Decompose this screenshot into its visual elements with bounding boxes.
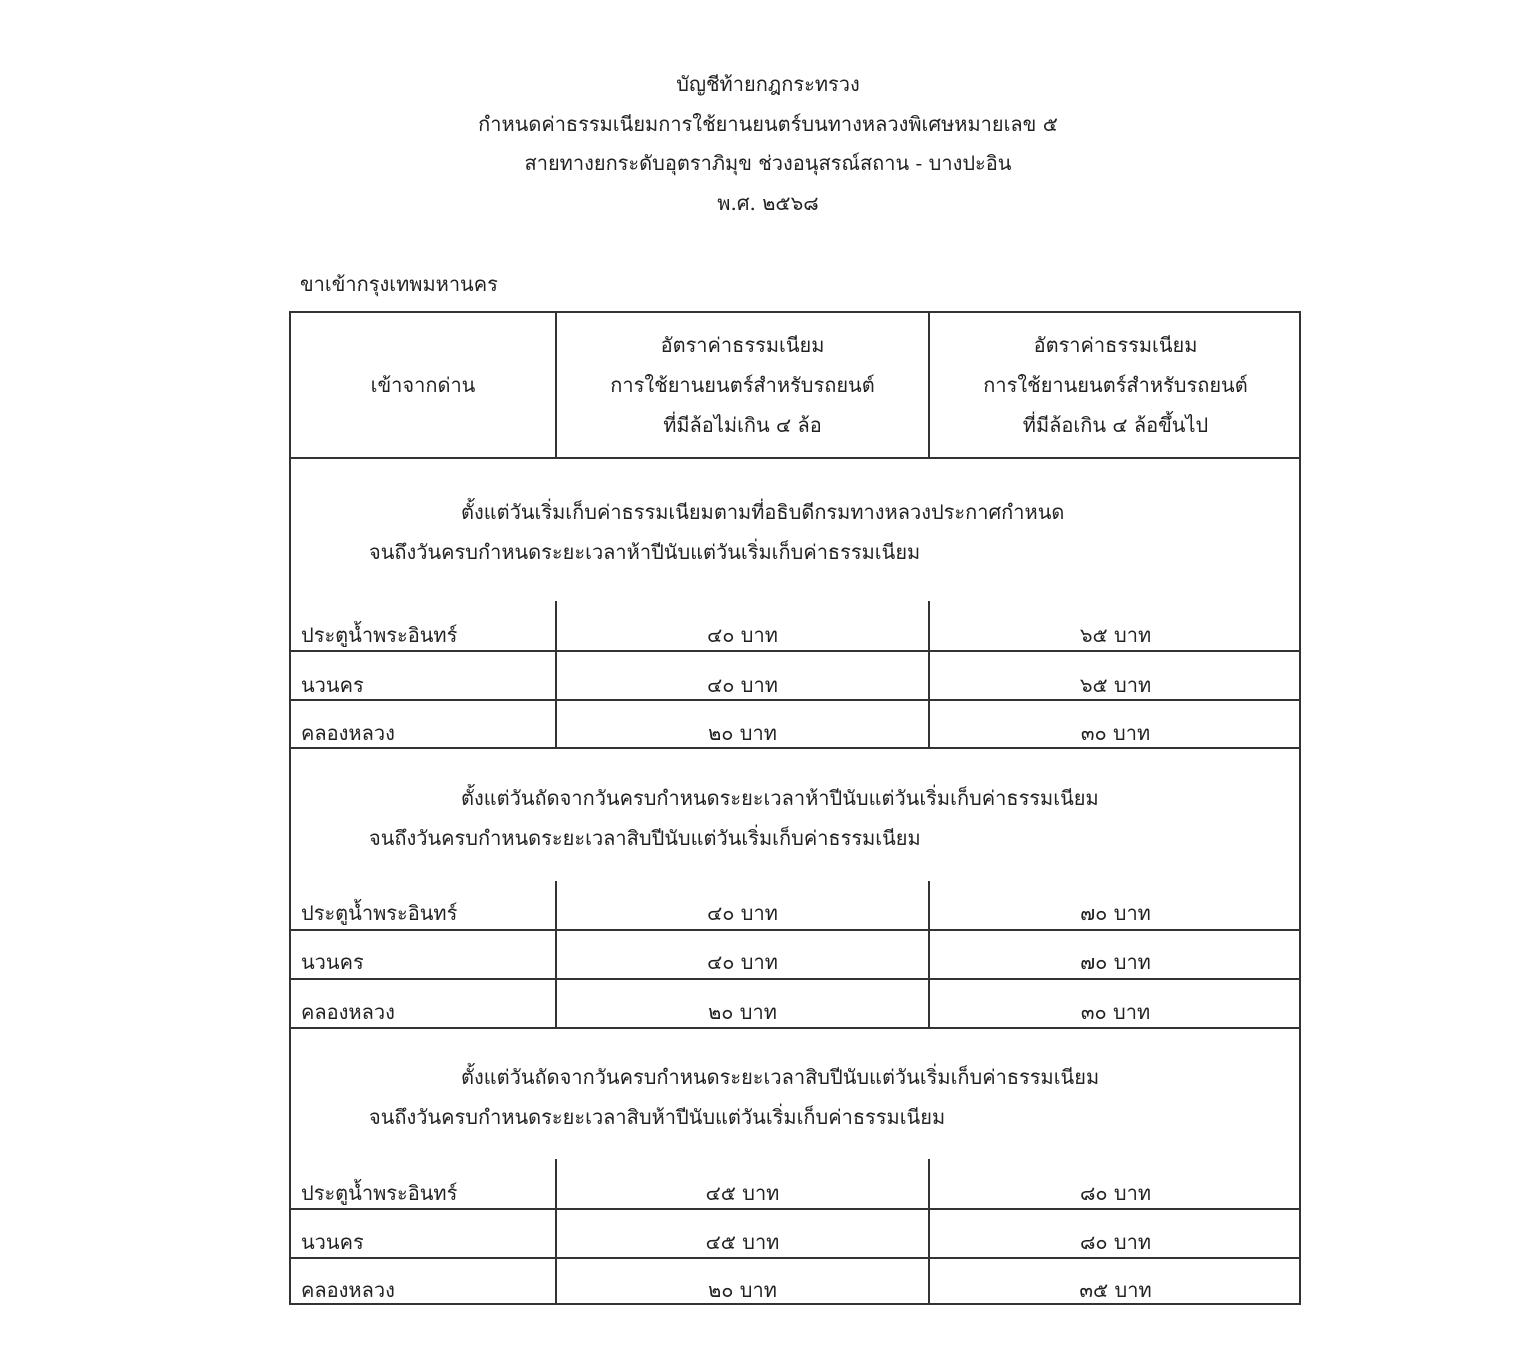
header-large-line3: ที่มีล้อเกิน ๔ ล้อขึ้นไป <box>1022 413 1209 437</box>
period-2-line2: จนถึงวันครบกำหนดระยะเวลาสิบปีนับแต่วันเริ่มเก็บค่าธรรมเนียม <box>369 826 921 850</box>
document-year: พ.ศ. ๒๕๖๘ <box>717 191 819 215</box>
period-2-row-3-station: คลองหลวง <box>301 1000 395 1024</box>
period-1-line2: จนถึงวันครบกำหนดระยะเวลาห้าปีนับแต่วันเริ่มเก็บค่าธรรมเนียม <box>369 540 921 564</box>
period-3-line2: จนถึงวันครบกำหนดระยะเวลาสิบห้าปีนับแต่วันเริ่มเก็บค่าธรรมเนียม <box>369 1105 946 1129</box>
header-small-line1: อัตราค่าธรรมเนียม <box>660 333 825 357</box>
period-3-row-3-small: ๒๐ บาท <box>708 1278 777 1302</box>
header-large-vehicle-column <box>930 313 1301 457</box>
period-2-row-2-station: นวนคร <box>301 950 364 974</box>
route-description: สายทางยกระดับอุตราภิมุข ช่วงอนุสรณ์สถาน - บางปะอิน <box>524 151 1012 175</box>
period-3-row-1-small: ๔๕ บาท <box>705 1181 780 1205</box>
period-1-row-3-large: ๓๐ บาท <box>1080 721 1151 745</box>
period-2-row-1-small: ๔๐ บาท <box>707 901 778 925</box>
period-1-row-1-large: ๖๕ บาท <box>1079 623 1152 647</box>
header-small-line3: ที่มีล้อไม่เกิน ๔ ล้อ <box>663 413 822 437</box>
period-2-description <box>291 778 1299 858</box>
period-3-row-3-station: คลองหลวง <box>301 1278 395 1302</box>
period-3-row-1-large: ๘๐ บาท <box>1079 1181 1152 1205</box>
header-station-label: เข้าจากด่าน <box>370 373 476 397</box>
period-3-row-1-station: ประตูน้ำพระอินทร์ <box>301 1181 458 1205</box>
period-2-row-1-large: ๗๐ บาท <box>1080 901 1151 925</box>
header-large-line2: การใช้ยานยนตร์สำหรับรถยนต์ <box>983 373 1248 397</box>
header-small-vehicle-column <box>557 313 928 457</box>
period-3-row-2-small: ๔๕ บาท <box>705 1230 780 1254</box>
period-2-line1: ตั้งแต่วันถัดจากวันครบกำหนดระยะเวลาห้าปีนับแต่วันเริ่มเก็บค่าธรรมเนียม <box>461 786 1099 810</box>
period-2-row-2-large: ๗๐ บาท <box>1080 950 1151 974</box>
period-3-row-3-large: ๓๕ บาท <box>1079 1278 1152 1302</box>
period-1-line1: ตั้งแต่วันเริ่มเก็บค่าธรรมเนียมตามที่อธิบดีกรมทางหลวงประกาศกำหนด <box>461 500 1065 524</box>
period-3-row-2-station: นวนคร <box>301 1230 364 1254</box>
direction-label: ขาเข้ากรุงเทพมหานคร <box>300 272 498 296</box>
period-3-line1: ตั้งแต่วันถัดจากวันครบกำหนดระยะเวลาสิบปีนับแต่วันเริ่มเก็บค่าธรรมเนียม <box>461 1065 1100 1089</box>
period-1-row-3-station: คลองหลวง <box>301 721 395 745</box>
header-station-column <box>291 313 555 457</box>
period-1-row-1-small: ๔๐ บาท <box>707 623 778 647</box>
period-1-row-2-small: ๔๐ บาท <box>707 673 778 697</box>
header-small-line2: การใช้ยานยนตร์สำหรับรถยนต์ <box>610 373 875 397</box>
document-title: บัญชีท้ายกฎกระทรวง <box>676 72 860 96</box>
period-2-row-1-station: ประตูน้ำพระอินทร์ <box>301 901 458 925</box>
period-1-row-3-small: ๒๐ บาท <box>708 721 777 745</box>
period-2-row-3-small: ๒๐ บาท <box>708 1000 777 1024</box>
period-3-row-2-large: ๘๐ บาท <box>1079 1230 1152 1254</box>
period-1-row-1-station: ประตูน้ำพระอินทร์ <box>301 623 458 647</box>
header-large-line1: อัตราค่าธรรมเนียม <box>1033 333 1198 357</box>
period-2-row-2-small: ๔๐ บาท <box>707 950 778 974</box>
document-subtitle: กำหนดค่าธรรมเนียมการใช้ยานยนตร์บนทางหลวงพิเศษหมายเลข ๕ <box>478 112 1058 136</box>
period-1-row-2-station: นวนคร <box>301 673 364 697</box>
period-1-row-2-large: ๖๕ บาท <box>1079 673 1152 697</box>
period-3-description <box>291 1057 1299 1137</box>
period-2-row-3-large: ๓๐ บาท <box>1080 1000 1151 1024</box>
period-1-description <box>291 492 1299 572</box>
toll-fee-table <box>289 311 1301 1305</box>
